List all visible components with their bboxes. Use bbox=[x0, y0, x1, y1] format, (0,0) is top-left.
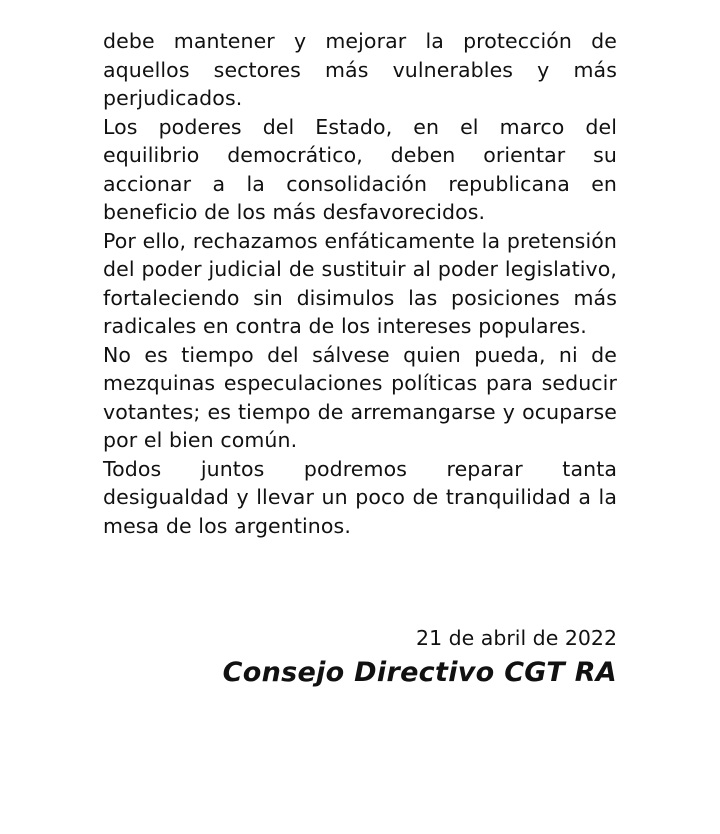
paragraph: Los poderes del Estado, en el marco del equilibrio democrático, deben orientar su accionar a la consolidación republicana en beneficio de los más desfavorecidos. bbox=[103, 114, 617, 224]
paragraph: No es tiempo del sálvese quien pueda, ni de mezquinas especulaciones políticas para seducir votantes; es tiempo de arremangarse y ocuparse por el bien común. bbox=[103, 342, 617, 452]
paragraph: Todos juntos podremos reparar tanta desigualdad y llevar un poco de tranquilidad a la mesa de los argentinos. bbox=[103, 456, 617, 538]
paragraph: debe mantener y mejorar la protección de aquellos sectores más vulnerables y más perjudicados. bbox=[103, 29, 617, 110]
document-date: 21 de abril de 2022 bbox=[416, 626, 617, 650]
document-body bbox=[103, 27, 617, 540]
document-signature: Consejo Directivo CGT RA bbox=[222, 657, 617, 688]
paragraph: Por ello, rechazamos enfáticamente la pretensión del poder judicial de sustituir al poder legislativo, fortaleciendo sin disimulos las posiciones más radicales en contra de los intereses populares. bbox=[103, 228, 617, 338]
